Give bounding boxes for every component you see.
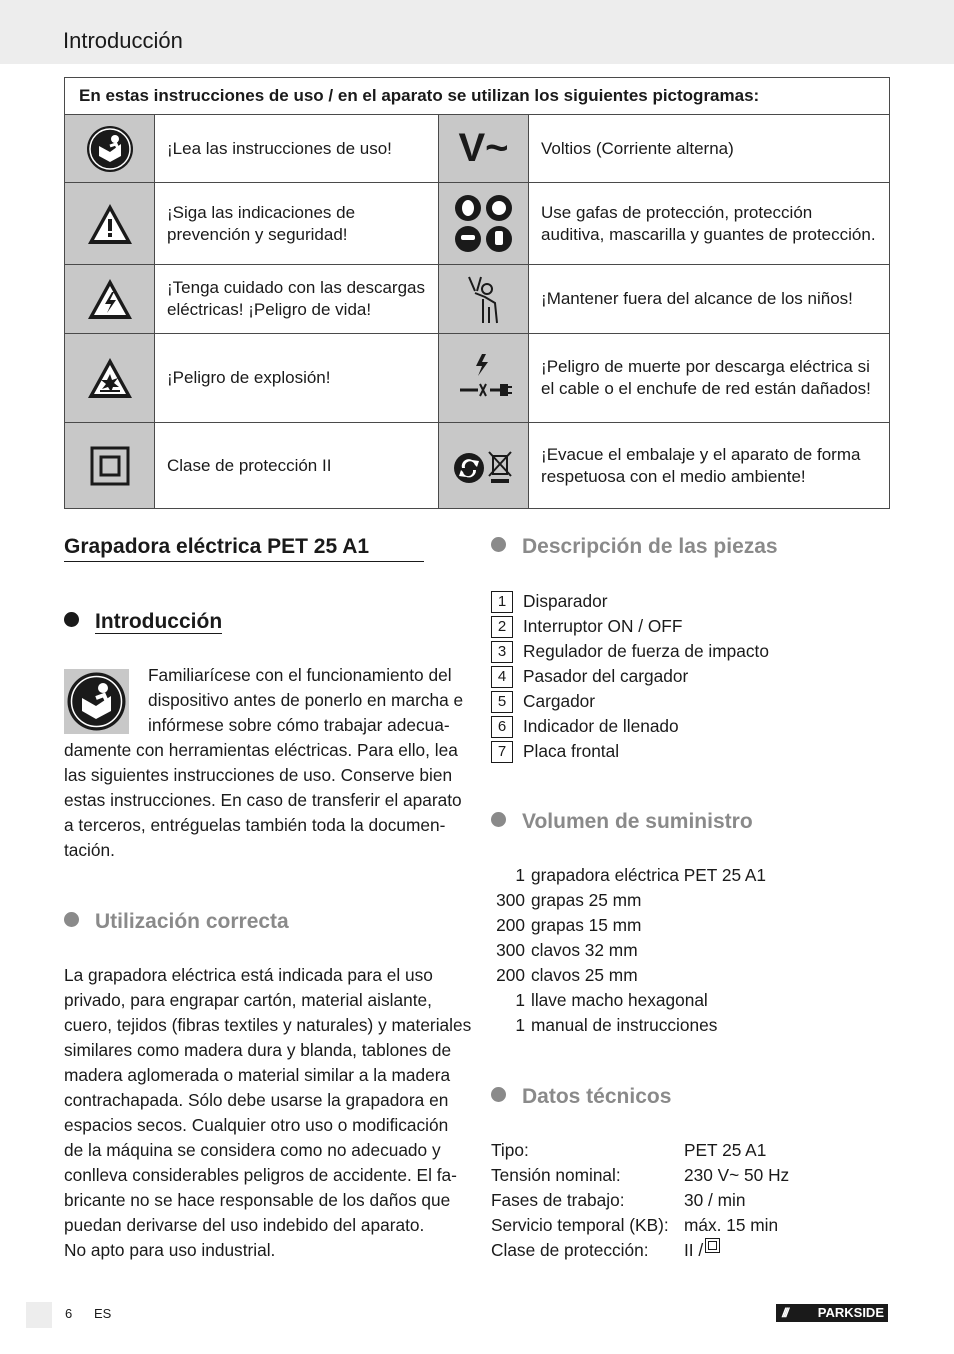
table-row bbox=[65, 334, 890, 423]
list-item: Servicio temporal (KB): máx. 15 min bbox=[491, 1215, 779, 1235]
supply-heading: Volumen de suministro bbox=[491, 810, 753, 834]
list-item: 300 grapas 25 mm bbox=[496, 890, 642, 910]
list-item: 2 Interruptor ON / OFF bbox=[491, 614, 769, 639]
list-item: 1 grapadora eléctrica PET 25 A1 bbox=[515, 865, 767, 885]
pictogram-desc: ¡Siga las indicaciones de prevención y seguridad! bbox=[155, 183, 439, 265]
brand-logo: /// PARKSIDE bbox=[776, 1304, 888, 1322]
table-row bbox=[65, 265, 890, 334]
list-item: 1 manual de instrucciones bbox=[515, 1015, 718, 1035]
bullet-icon bbox=[491, 537, 506, 552]
list-item: 200 clavos 25 mm bbox=[496, 965, 638, 985]
tech-data-list bbox=[491, 1138, 789, 1263]
page-number: 6 bbox=[65, 1306, 73, 1321]
pictogram-desc: ¡Peligro de explosión! bbox=[155, 334, 439, 423]
explosion-warning-icon bbox=[65, 334, 155, 423]
pictogram-desc: ¡Tenga cuidado con las descargas eléctricas! ¡Peligro de vida! bbox=[155, 265, 439, 334]
list-item: 1 Disparador bbox=[491, 589, 769, 614]
usage-text: La grapadora eléctrica está indicada para el uso privado, para engrapar cartón, material aislante, cuero, tejidos (fibras textiles y naturales) y materiales similares como madera dura y blanda, tablones de madera aglomerada o material similar a la madera contrachapada. Sólo debe usarse la grapadora en espacios secos. Cualquier otro uso o modificación de la máquina se considera como no adecuado y conlleva considerables peligros de accidente. El fa- bricante no se hace responsable de los daños que puedan derivarse del uso indebido del aparato. No apto para uso industrial. bbox=[64, 965, 472, 1260]
language-code: ES bbox=[94, 1306, 112, 1321]
bullet-icon bbox=[491, 1087, 506, 1102]
volts-ac-icon bbox=[439, 115, 529, 183]
pictogram-desc: Use gafas de protección, protección auditiva, mascarilla y guantes de protección. bbox=[529, 183, 890, 265]
warning-triangle-icon bbox=[65, 183, 155, 265]
list-item: Tipo: PET 25 A1 bbox=[491, 1140, 767, 1160]
brand-bars-icon: /// bbox=[782, 1305, 787, 1320]
intro-text: damente con herramientas eléctricas. Para ello, lea las siguientes instrucciones de uso. Conserve bien estas instrucciones. En caso de transferir el aparato a terceros, entréguelas también toda la documen- tación. bbox=[64, 740, 462, 860]
read-manual-icon bbox=[65, 115, 155, 183]
list-item: 4 Pasador del cargador bbox=[491, 664, 769, 689]
table-row bbox=[65, 115, 890, 183]
read-manual-icon bbox=[64, 669, 129, 734]
table-row bbox=[65, 183, 890, 265]
pictogram-desc: ¡Peligro de muerte por descarga eléctrica si el cable o el enchufe de red están dañados! bbox=[529, 334, 890, 423]
list-item: 6 Indicador de llenado bbox=[491, 714, 769, 739]
list-item: Clase de protección: II / bbox=[491, 1238, 789, 1263]
recycle-dispose-icon bbox=[439, 423, 529, 509]
pictogram-desc: ¡Evacue el embalaje y el aparato de forma respetuosa con el medio ambiente! bbox=[529, 423, 890, 509]
volts-ac-symbol: V~ bbox=[458, 126, 509, 170]
pictogram-table bbox=[64, 77, 890, 509]
list-item: Tensión nominal: 230 V~ 50 Hz bbox=[491, 1165, 790, 1185]
pictogram-desc: ¡Lea las instrucciones de uso! bbox=[155, 115, 439, 183]
list-item: 7 Placa frontal bbox=[491, 739, 769, 764]
pictogram-desc: ¡Mantener fuera del alcance de los niños! bbox=[529, 265, 890, 334]
list-item: 200 grapas 15 mm bbox=[496, 915, 642, 935]
intro-text-beside: Familiarícese con el funcionamiento del dispositivo antes de ponerlo en marcha e infórmese sobre cómo trabajar adecua- bbox=[148, 665, 464, 735]
protection-class-ii-icon bbox=[65, 423, 155, 509]
pictogram-desc: Clase de protección II bbox=[155, 423, 439, 509]
damaged-plug-icon bbox=[439, 334, 529, 423]
supply-list bbox=[491, 863, 766, 1038]
intro-heading: Introducción bbox=[64, 610, 222, 634]
keep-away-children-icon bbox=[439, 265, 529, 334]
bullet-icon bbox=[64, 612, 79, 627]
usage-heading: Utilización correcta bbox=[64, 910, 289, 934]
parts-list bbox=[491, 589, 769, 764]
bullet-icon bbox=[491, 812, 506, 827]
list-item: 5 Cargador bbox=[491, 689, 769, 714]
list-item: 300 clavos 32 mm bbox=[496, 940, 638, 960]
page-title: Introducción bbox=[63, 28, 183, 53]
list-item: 1 llave macho hexagonal bbox=[515, 990, 708, 1010]
pictogram-desc: Voltios (Corriente alterna) bbox=[529, 115, 890, 183]
protection-class-ii-icon bbox=[705, 1238, 720, 1253]
table-row bbox=[65, 423, 890, 509]
tech-heading: Datos técnicos bbox=[491, 1085, 671, 1109]
list-item: 3 Regulador de fuerza de impacto bbox=[491, 639, 769, 664]
pictogram-table-heading: En estas instrucciones de uso / en el aparato se utilizan los siguientes pictogramas: bbox=[65, 78, 890, 115]
electric-shock-warning-icon bbox=[65, 265, 155, 334]
protective-equipment-icon bbox=[439, 183, 529, 265]
list-item: Fases de trabajo: 30 / min bbox=[491, 1190, 746, 1210]
product-title: Grapadora eléctrica PET 25 A1 bbox=[64, 535, 424, 562]
bullet-icon bbox=[64, 912, 79, 927]
parts-heading: Descripción de las piezas bbox=[491, 535, 778, 559]
footer-box bbox=[26, 1302, 52, 1328]
